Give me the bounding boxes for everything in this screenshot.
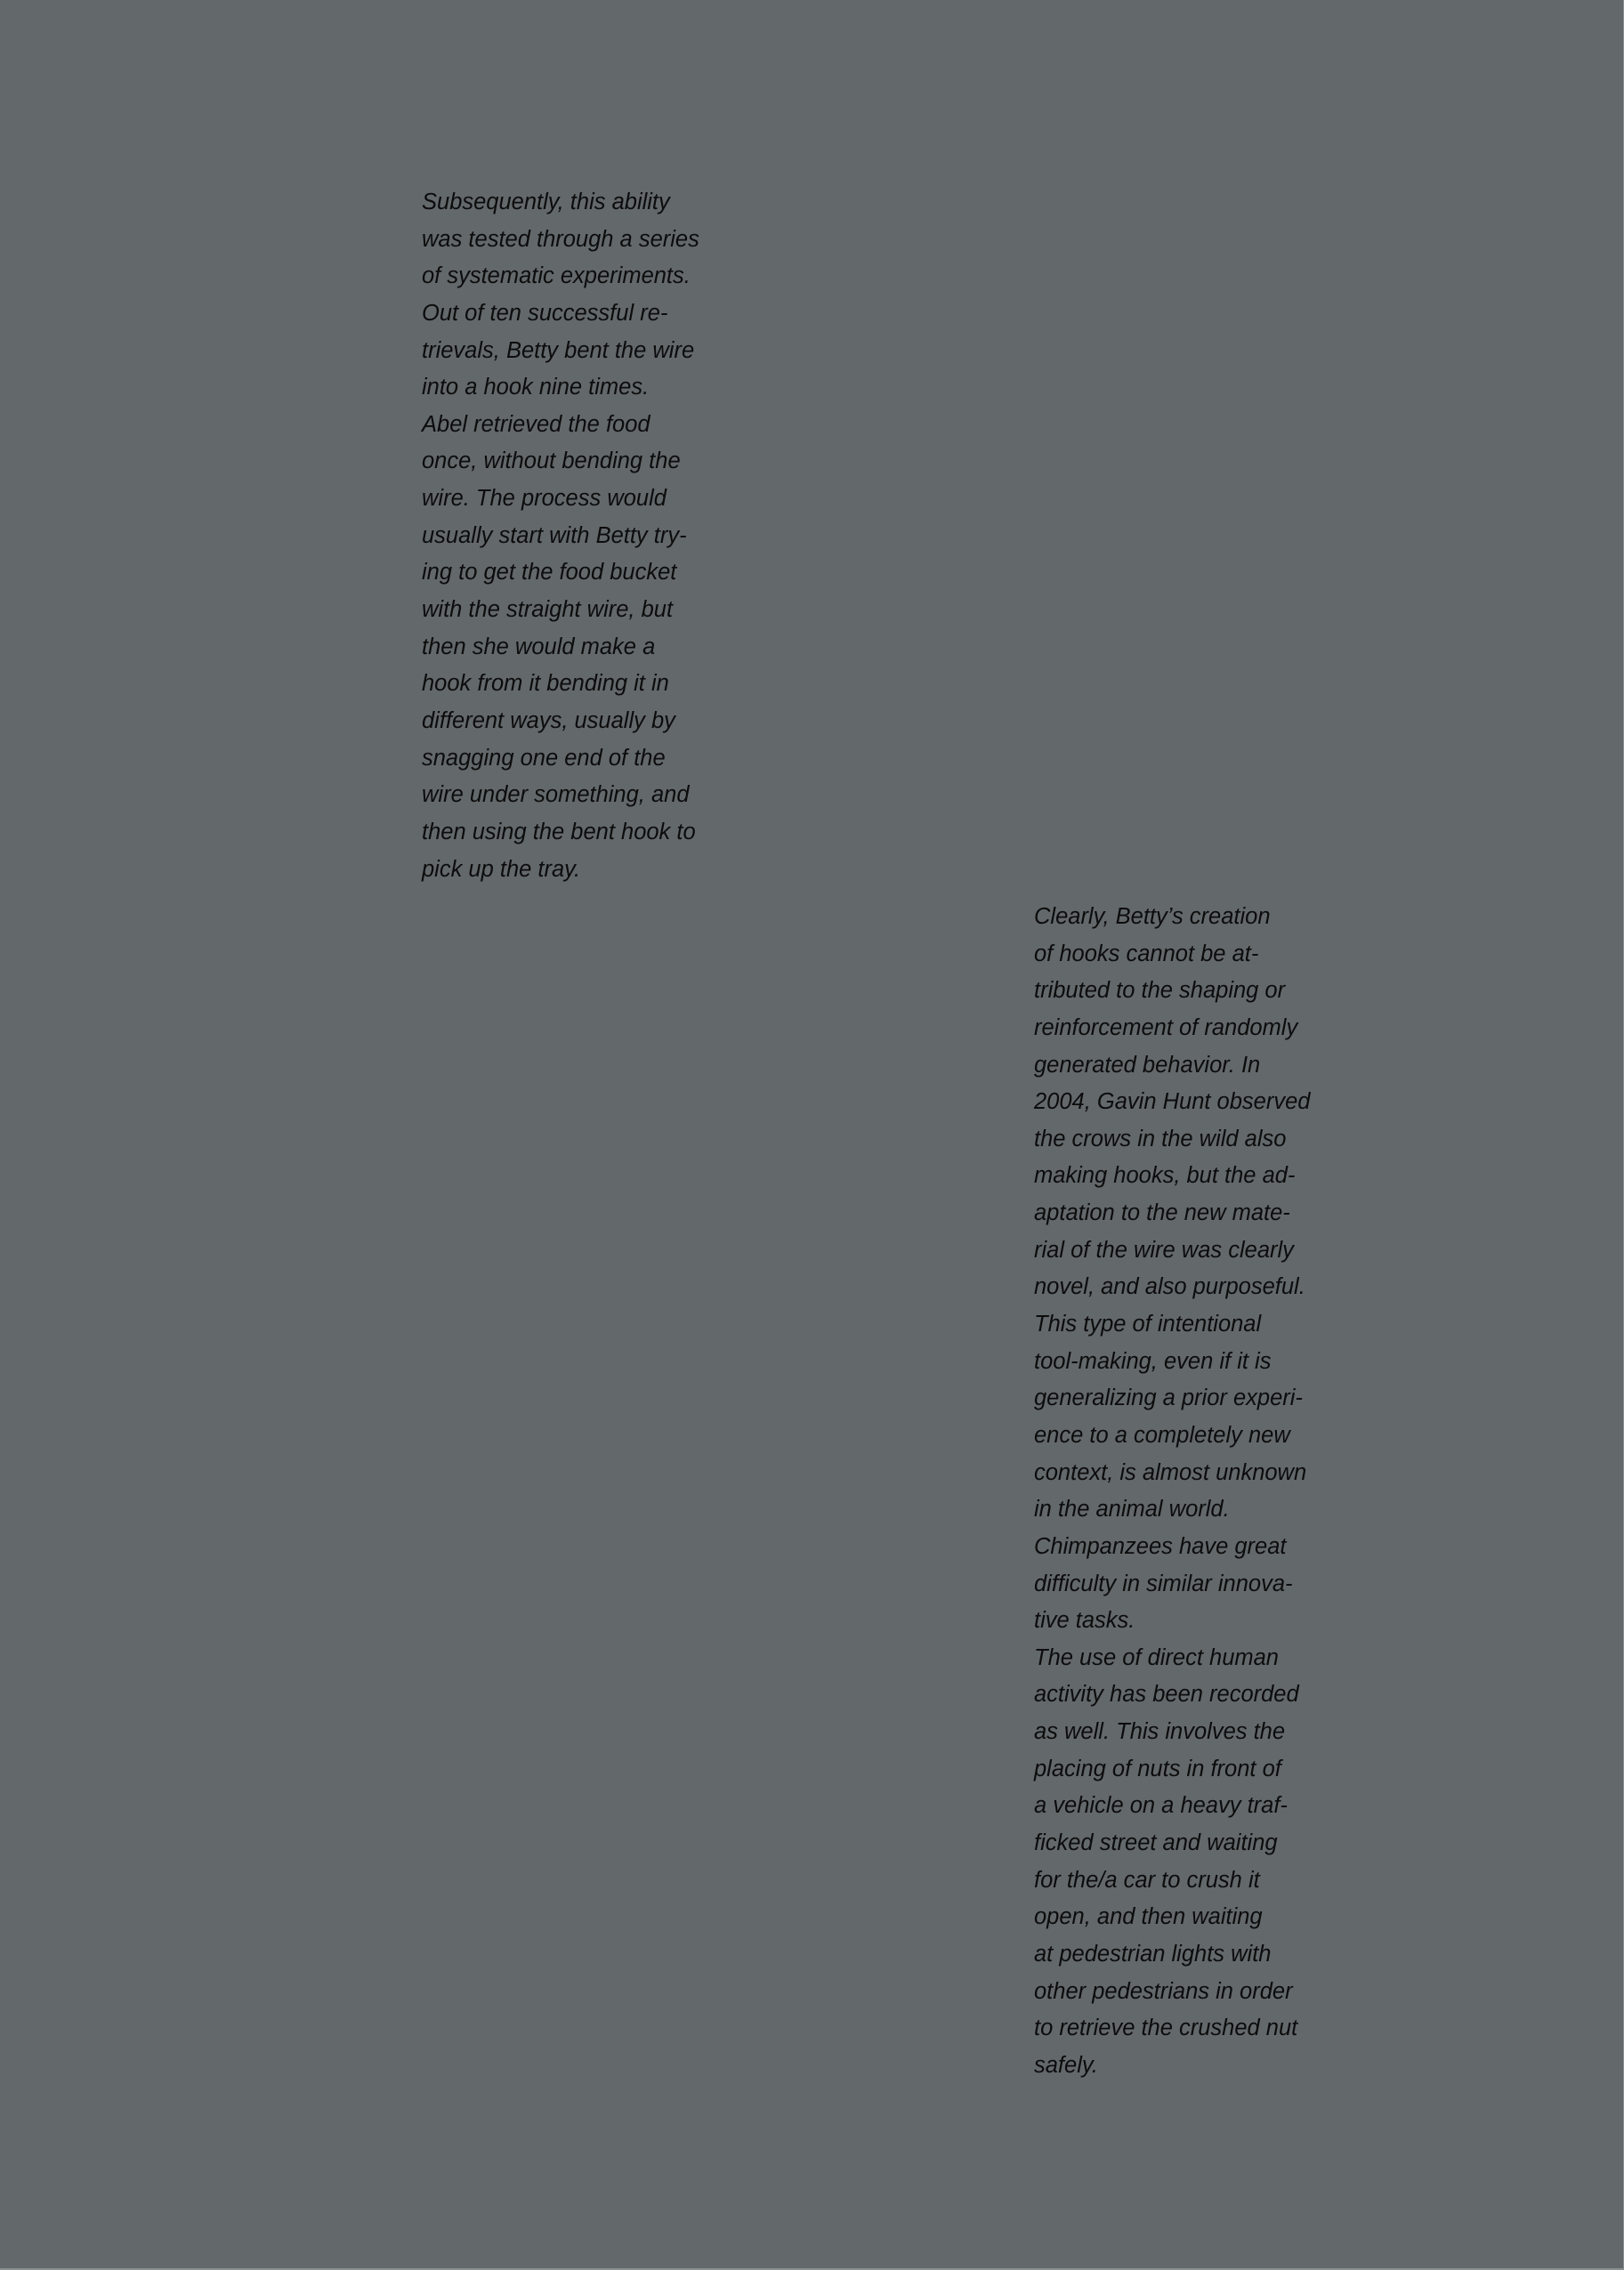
- text-line: Subsequently, this ability: [422, 190, 670, 214]
- text-line: 2004, Gavin Hunt observed: [1034, 1089, 1311, 1115]
- text-line: difficulty in similar innova-: [1034, 1571, 1293, 1596]
- text-line: at pedestrian lights with: [1034, 1941, 1272, 1967]
- text-line: novel, and also purposeful.: [1034, 1274, 1305, 1300]
- text-line: open, and then waiting: [1034, 1904, 1263, 1930]
- text-line: to retrieve the crushed nut: [1034, 2016, 1298, 2041]
- text-line: trievals, Betty bent the wire: [422, 337, 695, 363]
- text-line: in the animal world.: [1034, 1497, 1230, 1523]
- text-line: context, is almost unknown: [1034, 1459, 1307, 1485]
- text-line: wire under something, and: [422, 782, 690, 808]
- text-line: This type of intentional: [1034, 1312, 1262, 1337]
- left-text-column: [422, 184, 715, 888]
- text-line: with the straight wire, but: [422, 597, 674, 623]
- text-line: of systematic experiments.: [422, 263, 691, 289]
- text-line: into a hook nine times.: [422, 375, 650, 400]
- text-line: was tested through a series: [422, 226, 699, 252]
- text-line: Clearly, Betty’s creation: [1034, 904, 1271, 929]
- text-line: ing to get the food bucket: [422, 560, 677, 586]
- text-line: tool-making, even if it is: [1034, 1348, 1272, 1374]
- text-line: making hooks, but the ad-: [1034, 1163, 1296, 1189]
- text-line: activity has been recorded: [1034, 1682, 1299, 1708]
- text-line: usually start with Betty try-: [422, 522, 687, 548]
- text-line: hook from it bending it in: [422, 671, 669, 697]
- text-line: pick up the tray.: [422, 856, 581, 882]
- right-text-column: [1034, 899, 1337, 2085]
- text-line: tributed to the shaping or: [1034, 978, 1286, 1004]
- text-line: snagging one end of the: [422, 745, 666, 771]
- text-line: tive tasks.: [1034, 1608, 1135, 1634]
- text-line: generalizing a prior experi-: [1034, 1385, 1303, 1411]
- text-line: placing of nuts in front of: [1034, 1756, 1281, 1781]
- text-line: ence to a completely new: [1034, 1422, 1290, 1448]
- text-line: Abel retrieved the food: [422, 411, 650, 437]
- text-line: once, without bending the: [422, 448, 681, 474]
- text-line: safely.: [1034, 2052, 1098, 2078]
- text-line: The use of direct human: [1034, 1644, 1279, 1670]
- text-line: then using the bent hook to: [422, 819, 696, 844]
- text-line: the crows in the wild also: [1034, 1126, 1287, 1151]
- text-line: rial of the wire was clearly: [1034, 1237, 1294, 1263]
- text-line: a vehicle on a heavy traf-: [1034, 1793, 1288, 1819]
- text-line: of hooks cannot be at-: [1034, 941, 1259, 966]
- text-line: wire. The process would: [422, 486, 667, 512]
- text-line: Out of ten successful re-: [422, 300, 668, 326]
- text-line: Chimpanzees have great: [1034, 1533, 1287, 1559]
- text-line: generated behavior. In: [1034, 1052, 1261, 1078]
- text-line: then she would make a: [422, 634, 656, 659]
- text-line: other pedestrians in order: [1034, 1978, 1293, 2004]
- text-line: as well. This involves the: [1034, 1719, 1286, 1745]
- text-line: aptation to the new mate-: [1034, 1200, 1290, 1226]
- text-line: different ways, usually by: [422, 707, 675, 733]
- text-line: for the/a car to crush it: [1034, 1867, 1260, 1893]
- text-line: ficked street and waiting: [1034, 1830, 1278, 1856]
- text-line: reinforcement of randomly: [1034, 1014, 1298, 1040]
